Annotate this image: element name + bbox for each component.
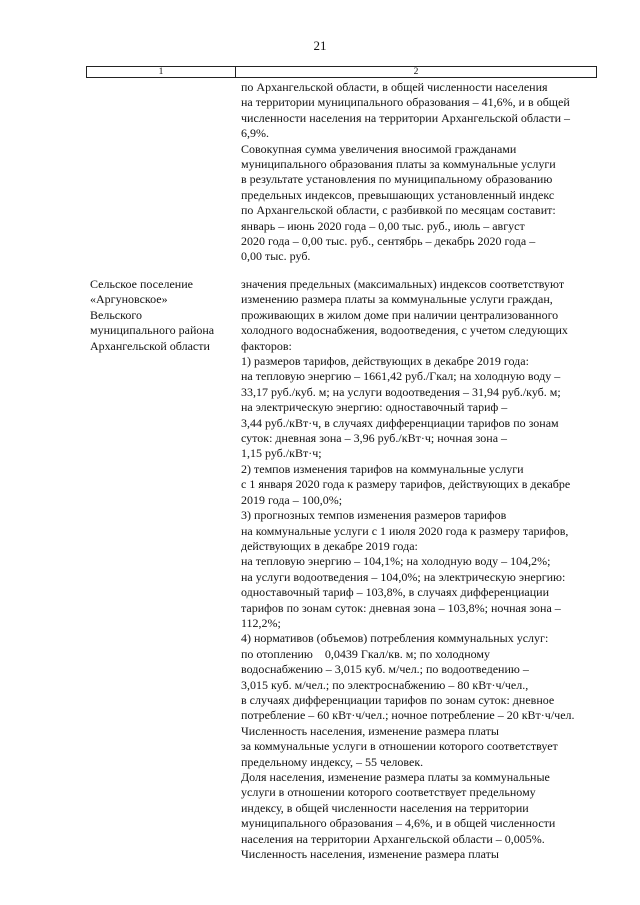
text-line: на территории муниципального образования – 41,6%, и в общей — [241, 95, 570, 110]
text-line: населения на территории Архангельской области – 0,005%. — [241, 831, 545, 846]
text-line: 3) прогнозных темпов изменения размеров тарифов — [241, 508, 507, 523]
text-line: Вельского — [90, 307, 142, 322]
table-header-row — [86, 66, 597, 78]
text-line: муниципального образования – 4,6%, и в общей численности — [241, 816, 556, 831]
text-line: за коммунальные услуги в отношении которого соответствует — [241, 739, 558, 754]
row2-right-cell — [241, 277, 601, 862]
page-number: 21 — [313, 38, 327, 53]
text-line: 1,15 руб./кВт·ч; — [241, 446, 322, 461]
text-line: январь – июнь 2020 года – 0,00 тыс. руб., июль – август — [241, 218, 525, 233]
text-line: холодного водоснабжения, водоотведения, с учетом следующих — [241, 323, 568, 338]
text-line: в случаях дифференциации тарифов по зонам суток: дневное — [241, 692, 555, 707]
text-line: 6,9%. — [241, 126, 269, 141]
text-line: по Архангельской области, с разбивкой по месяцам составит: — [241, 203, 556, 218]
text-line: 33,17 руб./куб. м; на услуги водоотведения – 31,94 руб./куб. м; — [241, 384, 561, 399]
text-line: суток: дневная зона – 3,96 руб./кВт·ч; ночная зона – — [241, 431, 508, 446]
text-line: 2019 года – 100,0%; — [241, 492, 343, 507]
text-line: потребление – 60 кВт·ч/чел.; ночное потребление – 20 кВт·ч/чел. — [241, 708, 575, 723]
text-line: одноставочный тариф – 103,8%, в случаях дифференциации — [241, 585, 550, 600]
text-line: 1) размеров тарифов, действующих в декабре 2019 года: — [241, 354, 529, 369]
text-line: 0,00 тыс. руб. — [241, 249, 311, 264]
text-line: 3,015 куб. м/чел.; по электроснабжению – 80 кВт·ч/чел., — [241, 677, 529, 692]
text-line: в результате установления по муниципальному образованию — [241, 172, 553, 187]
table-header-col-1: 1 — [87, 67, 236, 77]
text-line: 112,2%; — [241, 615, 281, 630]
text-line: Численность населения, изменение размера платы — [241, 847, 499, 862]
text-line: на услуги водоотведения – 104,0%; на электрическую энергию: — [241, 569, 566, 584]
text-line: Доля населения, изменение размера платы за коммунальные — [241, 770, 550, 784]
text-line: с 1 января 2020 года к размеру тарифов, действующих в декабре — [241, 477, 571, 492]
text-line: 2020 года – 0,00 тыс. руб., сентябрь – декабрь 2020 года – — [241, 234, 536, 249]
row1-right-cell — [241, 80, 601, 265]
text-line: на коммунальные услуги с 1 июля 2020 года к размеру тарифов, — [241, 523, 569, 538]
text-line: услуги в отношении которого соответствует предельному — [241, 785, 536, 800]
text-line: 3,44 руб./кВт·ч, в случаях дифференциации тарифов по зонам — [241, 415, 559, 430]
text-line: Архангельской области — [90, 338, 210, 353]
text-line: проживающих в жилом доме при наличии централизованного — [241, 307, 559, 322]
text-line: Сельское поселение — [90, 277, 193, 291]
text-line: на тепловую энергию – 104,1%; на холодную воду – 104,2%; — [241, 554, 551, 569]
text-line: действующих в декабре 2019 года: — [241, 538, 418, 553]
text-line: изменению размера платы за коммунальные услуги граждан, — [241, 292, 553, 307]
text-line: на электрическую энергию: одноставочный тариф – — [241, 400, 508, 415]
text-line: численности населения на территории Архангельской области – — [241, 110, 571, 125]
text-line: муниципального района — [90, 323, 215, 338]
text-line: Совокупная сумма увеличения вносимой гражданами — [241, 141, 517, 156]
text-line: индексу, в общей численности населения на территории — [241, 800, 529, 815]
text-line: факторов: — [241, 338, 292, 353]
text-line: предельных индексов, превышающих установленный индекс — [241, 187, 555, 202]
text-line: 2) темпов изменения тарифов на коммунальные услуги — [241, 461, 524, 476]
text-line: тарифов по зонам суток: дневная зона – 103,8%; ночная зона – — [241, 600, 561, 615]
row2-left-cell — [90, 277, 238, 354]
text-line: муниципального образования платы за коммунальные услуги — [241, 157, 556, 172]
text-line: по Архангельской области, в общей численности населения — [241, 80, 548, 94]
text-line: 4) нормативов (объемов) потребления коммунальных услуг: — [241, 631, 549, 646]
text-line: значения предельных (максимальных) индексов соответствуют — [241, 277, 565, 291]
text-line: предельному индексу, – 55 человек. — [241, 754, 424, 769]
text-line: Численность населения, изменение размера платы — [241, 723, 499, 738]
text-line: «Аргуновское» — [90, 292, 168, 307]
text-line: по отоплению 0,0439 Гкал/кв. м; по холодному — [241, 646, 490, 661]
text-line: водоснабжению – 3,015 куб. м/чел.; по водоотведению – — [241, 662, 529, 677]
text-line: на тепловую энергию – 1661,42 руб./Гкал; на холодную воду – — [241, 369, 561, 384]
table-header-col-2: 2 — [413, 67, 419, 77]
